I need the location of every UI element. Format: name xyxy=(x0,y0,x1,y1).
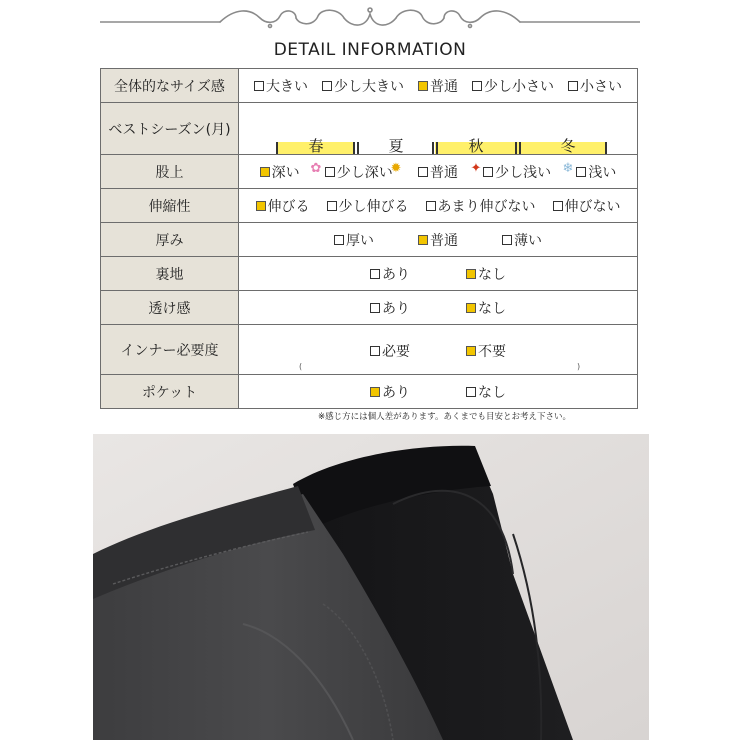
snowflake-icon: ❄ xyxy=(562,160,574,176)
option-item[interactable]: 少し小さい xyxy=(472,76,554,96)
option-item[interactable]: 厚い xyxy=(334,230,374,250)
checkbox-icon xyxy=(334,235,344,245)
option-group xyxy=(239,196,637,216)
table-row xyxy=(101,257,638,291)
option-item[interactable]: 少し伸びる xyxy=(327,196,409,216)
option-item[interactable]: あり xyxy=(370,382,410,402)
season-winter: 冬 ❄ xyxy=(529,135,607,175)
option-item[interactable]: 小さい xyxy=(568,76,622,96)
row-label: 透け感 xyxy=(101,291,239,325)
row-label: ベストシーズン(月) xyxy=(101,103,239,155)
checkbox-icon xyxy=(466,387,476,397)
checkbox-icon xyxy=(370,269,380,279)
option-group xyxy=(239,382,637,402)
checkbox-icon xyxy=(254,81,264,91)
checkbox-checked-icon xyxy=(466,346,476,356)
option-group xyxy=(239,264,637,284)
paren-right: ) xyxy=(577,361,581,371)
option-item[interactable]: なし xyxy=(466,298,506,318)
sunflower-icon: ✹ xyxy=(390,160,402,176)
option-item[interactable]: 不要 xyxy=(466,341,506,361)
disclaimer-note: ※感じ方には個人差があります。あくまでも目安とお考え下さい。 xyxy=(318,412,571,422)
option-item[interactable]: 薄い xyxy=(502,230,542,250)
table-row xyxy=(101,325,638,375)
row-label: 厚み xyxy=(101,223,239,257)
cherry-blossom-icon: ✿ xyxy=(310,160,322,176)
option-group xyxy=(239,230,637,250)
table-row xyxy=(101,291,638,325)
checkbox-icon xyxy=(370,346,380,356)
checkbox-checked-icon xyxy=(256,201,266,211)
option-item[interactable]: 少し深い xyxy=(325,162,393,182)
option-group xyxy=(239,76,637,96)
season-summer: 夏 ✹ xyxy=(357,135,435,175)
checkbox-icon xyxy=(502,235,512,245)
checkbox-icon xyxy=(568,81,578,91)
paren-left: ( xyxy=(299,361,303,371)
checkbox-icon xyxy=(426,201,436,211)
table-row xyxy=(101,69,638,103)
row-label: 伸縮性 xyxy=(101,189,239,223)
checkbox-icon xyxy=(472,81,482,91)
row-label: 股上 xyxy=(101,155,239,189)
table-row xyxy=(101,375,638,409)
product-photo xyxy=(93,434,649,740)
checkbox-icon xyxy=(370,303,380,313)
option-item[interactable]: 大きい xyxy=(254,76,308,96)
option-item[interactable]: 少し浅い xyxy=(483,162,551,182)
decorative-ornament xyxy=(100,4,640,32)
season-autumn: 秋 ✦ xyxy=(437,135,515,175)
option-item[interactable]: 浅い xyxy=(576,162,616,182)
detail-table xyxy=(100,68,638,409)
row-label: インナー必要度 xyxy=(101,325,239,375)
option-item[interactable]: 深い xyxy=(260,162,300,182)
maple-leaf-icon: ✦ xyxy=(470,160,482,176)
table-row xyxy=(101,103,638,155)
option-item[interactable]: 伸びない xyxy=(553,196,621,216)
option-item[interactable]: あり xyxy=(370,264,410,284)
option-item[interactable]: 普通 xyxy=(418,76,458,96)
option-item[interactable]: 普通 xyxy=(418,162,458,182)
option-item[interactable]: 必要 xyxy=(370,341,410,361)
option-group xyxy=(239,298,637,318)
checkbox-icon xyxy=(553,201,563,211)
checkbox-checked-icon xyxy=(466,269,476,279)
option-item[interactable]: 普通 xyxy=(418,230,458,250)
option-item[interactable]: なし xyxy=(466,264,506,284)
checkbox-icon xyxy=(322,81,332,91)
season-spring: 春 ✿ xyxy=(277,135,355,175)
row-label: 全体的なサイズ感 xyxy=(101,69,239,103)
checkbox-checked-icon xyxy=(418,81,428,91)
option-item[interactable]: あり xyxy=(370,298,410,318)
checkbox-checked-icon xyxy=(260,167,270,177)
table-row xyxy=(101,223,638,257)
checkbox-checked-icon xyxy=(418,235,428,245)
row-label: 裏地 xyxy=(101,257,239,291)
checkbox-icon xyxy=(327,201,337,211)
option-item[interactable]: 伸びる xyxy=(256,196,310,216)
row-label: ポケット xyxy=(101,375,239,409)
option-item[interactable]: なし xyxy=(466,382,506,402)
table-row xyxy=(101,189,638,223)
checkbox-checked-icon xyxy=(466,303,476,313)
option-item[interactable]: あまり伸びない xyxy=(426,196,536,216)
option-item[interactable]: 少し大きい xyxy=(322,76,404,96)
section-title: DETAIL INFORMATION xyxy=(273,40,467,60)
checkbox-checked-icon xyxy=(370,387,380,397)
